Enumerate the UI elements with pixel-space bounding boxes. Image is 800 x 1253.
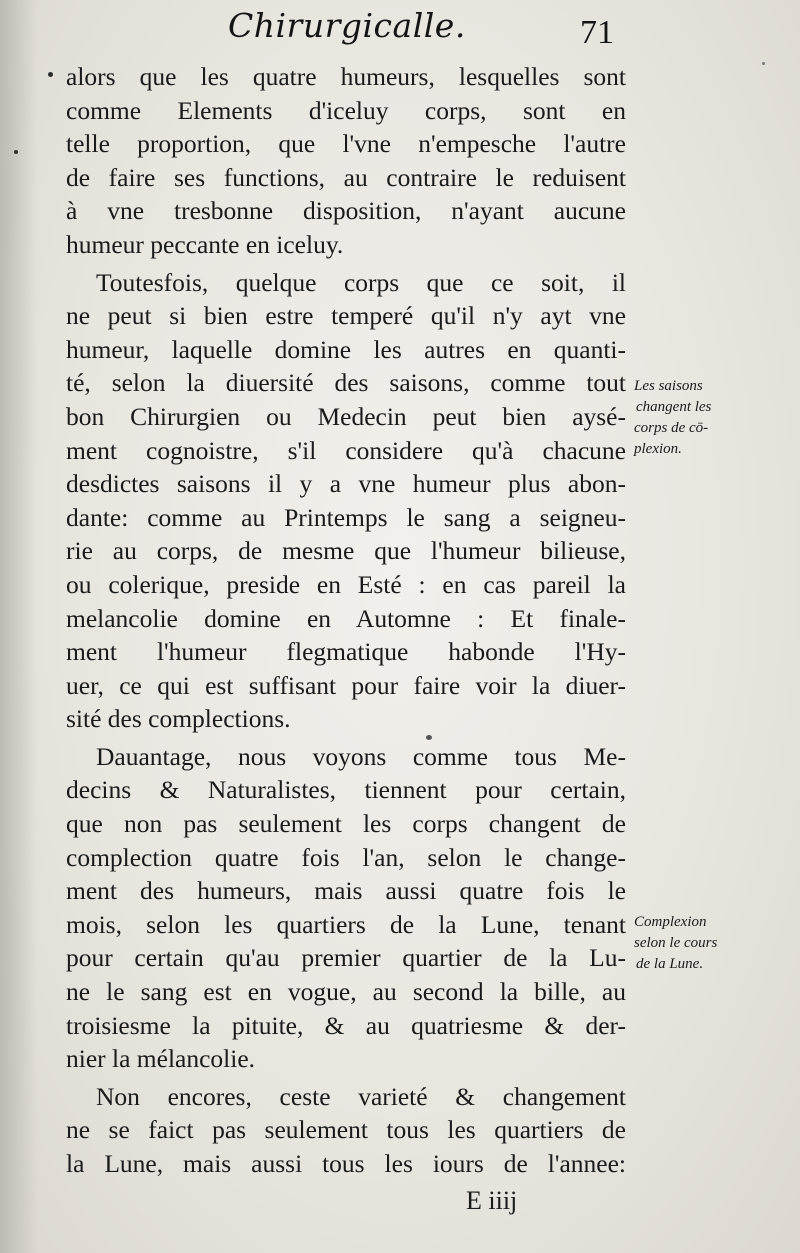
text-line: nier la mélancolie. — [66, 1044, 256, 1074]
text-line: troisiesme la pituite, & au quatriesme & der- — [66, 1010, 626, 1040]
text-line: la Lune, mais aussi tous les iours de l'annee: — [66, 1149, 626, 1178]
text-line: mois, selon les quartiers de la Lune, tenant — [66, 909, 626, 939]
text-line: rie au corps, de mesme que l'humeur bilieuse, — [66, 536, 626, 566]
text-line: pour certain qu'au premier quartier de la Lu- — [66, 943, 626, 973]
paragraph-start-line: Dauantage, nous voyons comme tous Me- — [96, 741, 626, 771]
paper-speck — [762, 62, 765, 65]
text-line: uer, ce qui est suffisant pour faire voir la diuer- — [66, 670, 626, 700]
paper-speck — [14, 150, 18, 154]
paper-speck — [426, 735, 432, 740]
text-line: dante: comme au Printemps le sang a seigneu- — [66, 502, 626, 532]
text-line: ne peut si bien estre temperé qu'il n'y ayt vne — [66, 301, 626, 331]
text-line: ne se faict pas seulement tous les quartiers de — [66, 1115, 626, 1145]
text-line: humeur peccante en iceluy. — [66, 229, 344, 259]
margin-note-line: selon le cours — [634, 935, 718, 951]
text-line: ment des humeurs, mais aussi quatre fois le — [66, 876, 626, 906]
margin-note-line: plexion. — [634, 441, 682, 457]
text-line: complection quatre fois l'an, selon le change- — [66, 842, 626, 872]
margin-note-line: Complexion — [634, 914, 707, 930]
margin-note-line: corps de cō- — [634, 420, 709, 436]
text-line: bon Chirurgien ou Medecin peut bien aysé- — [66, 401, 626, 431]
signature-mark: E iiij — [466, 1186, 518, 1215]
text-line: té, selon la diuersité des saisons, comme tout — [66, 368, 626, 398]
margin-note-line: de la Lune. — [636, 956, 704, 972]
text-line: que non pas seulement les corps changent de — [66, 809, 626, 839]
text-line: ne le sang est en vogue, au second la bille, au — [66, 977, 626, 1007]
margin-note-seasons — [634, 376, 711, 460]
margin-note-moon — [634, 912, 717, 975]
running-head: Chirurgicalle. — [228, 6, 466, 45]
text-line: ment l'humeur flegmatique habonde l'Hy- — [66, 637, 626, 667]
text-line: humeur, laquelle domine les autres en quanti- — [66, 334, 626, 364]
text-line: à vne tresbonne disposition, n'ayant aucune — [66, 196, 626, 226]
text-line: telle proportion, que l'vne n'empesche l'autre — [66, 129, 626, 159]
text-line: ment cognoistre, s'il considere qu'à chacune — [66, 435, 626, 465]
paragraph-start-line: Toutesfois, quelque corps que ce soit, il — [96, 267, 626, 297]
text-line: de faire ses functions, au contraire le reduisent — [66, 162, 626, 192]
margin-note-line: Les saisons — [634, 378, 703, 394]
text-line: melancolie domine en Automne : Et finale- — [66, 603, 626, 633]
text-line: comme Elements d'iceluy corps, sont en — [66, 95, 626, 125]
text-line: decins & Naturalistes, tiennent pour certain, — [66, 775, 626, 805]
body-text — [66, 60, 626, 1181]
page-number: 71 — [580, 14, 614, 51]
paper-speck — [48, 72, 53, 77]
text-line: ou colerique, preside en Esté : en cas pareil la — [66, 569, 626, 599]
text-line: alors que les quatre humeurs, lesquelles sont — [66, 62, 626, 91]
margin-note-line: changent les — [636, 399, 712, 415]
text-line: sité des complections. — [66, 704, 291, 734]
text-line: desdictes saisons il y a vne humeur plus abon- — [66, 469, 626, 499]
paragraph-start-line: Non encores, ceste varieté & changement — [96, 1081, 626, 1111]
